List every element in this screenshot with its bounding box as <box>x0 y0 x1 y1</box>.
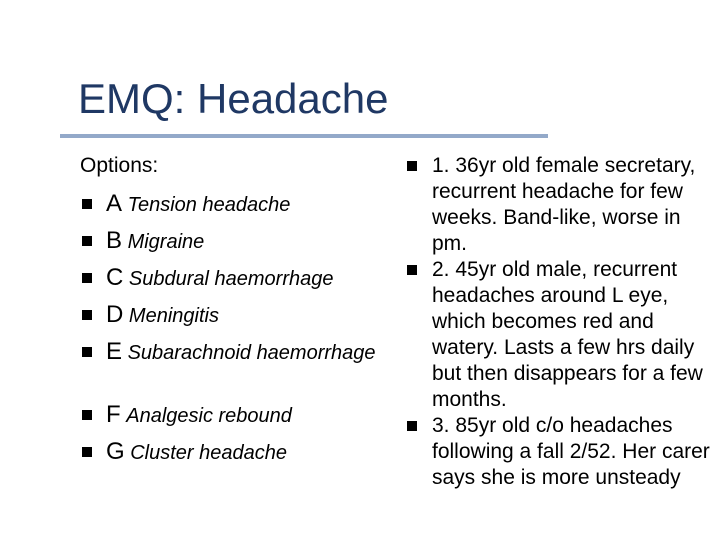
case-item-2 <box>405 257 715 413</box>
option-text: Migraine <box>127 231 205 253</box>
option-text: Analgesic rebound <box>126 405 292 427</box>
options-heading: Options: <box>80 154 159 177</box>
square-bullet-icon <box>82 236 92 246</box>
option-letter: F <box>106 401 121 428</box>
case-text: 3. 85yr old c/o headaches following a fall 2/52. Her carer says she is more unsteady <box>432 414 710 489</box>
option-text: Subdural haemorrhage <box>128 268 334 290</box>
option-text: Subarachnoid haemorrhage <box>127 342 376 364</box>
option-item-f <box>80 402 390 439</box>
square-bullet-icon <box>82 447 92 457</box>
square-bullet-icon <box>82 273 92 283</box>
option-text: Tension headache <box>127 194 291 216</box>
option-item-a <box>80 191 390 228</box>
title-underline <box>60 134 548 138</box>
option-item-b <box>80 228 390 265</box>
option-letter: G <box>106 438 125 465</box>
case-item-3 <box>405 413 715 491</box>
option-item-c <box>80 265 390 302</box>
square-bullet-icon <box>82 410 92 420</box>
cases-column <box>405 153 715 491</box>
slide-title: EMQ: Headache <box>78 75 389 122</box>
square-bullet-icon <box>82 310 92 320</box>
option-item-g <box>80 439 390 476</box>
square-bullet-icon <box>82 347 92 357</box>
option-letter: B <box>106 227 123 254</box>
option-item-d <box>80 302 390 339</box>
option-letter: C <box>106 264 124 291</box>
option-letter: E <box>106 338 123 365</box>
option-text: Cluster headache <box>130 442 288 464</box>
option-text: Meningitis <box>128 305 219 327</box>
square-bullet-icon <box>407 265 417 275</box>
square-bullet-icon <box>407 161 417 171</box>
cases-list <box>405 153 715 491</box>
options-list <box>80 191 390 476</box>
option-letter: A <box>106 190 123 217</box>
option-letter: D <box>106 301 124 328</box>
square-bullet-icon <box>82 199 92 209</box>
square-bullet-icon <box>407 421 417 431</box>
case-text: 2. 45yr old male, recurrent headaches around L eye, which becomes red and watery. Lasts a few hrs daily but then disappears for a few months. <box>432 258 703 411</box>
case-item-1 <box>405 153 715 257</box>
case-text: 1. 36yr old female secretary, recurrent headache for few weeks. Band-like, worse in pm. <box>432 154 696 255</box>
options-column <box>80 153 390 476</box>
option-item-e <box>80 339 390 402</box>
